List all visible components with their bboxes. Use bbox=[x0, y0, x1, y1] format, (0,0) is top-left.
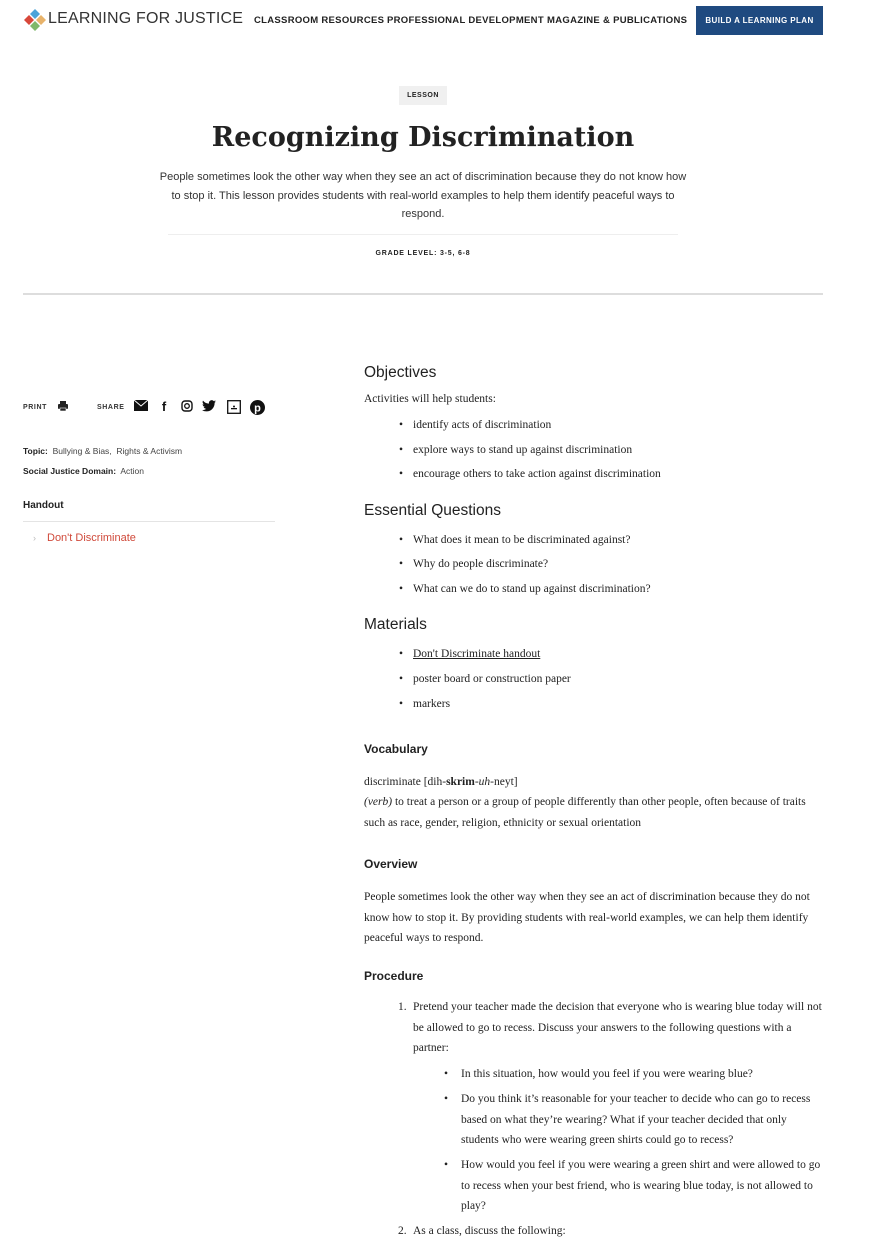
intro-text: People sometimes look the other way when they see an act of discrimination because they do not know how to stop it. This lesson provides students with real-world examples to help them identify peaceful ways to respond. bbox=[159, 171, 687, 220]
page-title: Recognizing Discrimination bbox=[211, 122, 635, 153]
chevron-right-icon: › bbox=[33, 533, 36, 543]
step-number: 2. bbox=[398, 1225, 407, 1237]
hero-divider bbox=[23, 293, 823, 295]
sub-list-item: • Do you think it’s reasonable for your teacher to decide who can go to recess based on what they’re wearing? What if your teacher decided that only students who were wearing green shirts could go to recess? bbox=[461, 1089, 826, 1151]
step-number: 1. bbox=[398, 1001, 407, 1013]
objectives-lead: Activities will help students: bbox=[364, 393, 496, 405]
google-classroom-icon[interactable] bbox=[227, 400, 241, 414]
pronunciation-stress: skrim bbox=[446, 776, 475, 788]
list-item: • Why do people discriminate? bbox=[413, 558, 548, 570]
nav-magazine-publications[interactable]: MAGAZINE & PUBLICATIONS bbox=[547, 15, 688, 26]
vocabulary-term bbox=[364, 772, 826, 793]
vocabulary-heading: Vocabulary bbox=[364, 742, 428, 756]
pronunciation: uh bbox=[478, 776, 491, 788]
handout-link[interactable]: Don't Discriminate bbox=[47, 532, 136, 544]
logo-text[interactable]: LEARNING FOR JUSTICE bbox=[48, 10, 244, 27]
part-of-speech: (verb) bbox=[364, 796, 393, 808]
sub-list-item: • In this situation, how would you feel if you were wearing blue? bbox=[461, 1064, 826, 1085]
list-item: • What can we do to stand up against discrimination? bbox=[413, 583, 651, 595]
objectives-heading: Objectives bbox=[364, 364, 437, 381]
vocabulary-definition bbox=[364, 792, 826, 833]
share-label: SHARE bbox=[97, 404, 125, 411]
build-learning-plan-button[interactable]: BUILD A LEARNING PLAN bbox=[696, 6, 823, 35]
overview-text: People sometimes look the other way when they see an act of discrimination because they do not know how to stop it. By providing students with real-world examples, we can help them identify peaceful ways to respond. bbox=[364, 891, 810, 944]
list-item: • What does it mean to be discriminated against? bbox=[413, 534, 630, 546]
pronunciation: - bbox=[474, 776, 479, 788]
nav-professional-development[interactable]: PROFESSIONAL DEVELOPMENT bbox=[387, 15, 544, 26]
divider bbox=[168, 234, 678, 235]
sub-list-item: • How would you feel if you were wearing a green shirt and were allowed to go to recess when your best friend, who is wearing blue today, is not allowed to play? bbox=[461, 1155, 826, 1217]
print-icon[interactable] bbox=[56, 400, 70, 414]
domain-label: Social Justice Domain: bbox=[23, 466, 117, 476]
twitter-icon[interactable] bbox=[202, 400, 216, 414]
facebook-icon[interactable]: f bbox=[161, 399, 167, 414]
handout-material-link[interactable]: • Don't Discriminate handout bbox=[413, 648, 540, 660]
handout-divider bbox=[23, 521, 275, 522]
topic-label: Topic: bbox=[23, 446, 48, 456]
nav-classroom-resources[interactable]: CLASSROOM RESOURCES bbox=[254, 15, 385, 26]
pronunciation: [dih- bbox=[423, 776, 447, 788]
svg-text:p: p bbox=[254, 402, 261, 415]
list-item: • poster board or construction paper bbox=[413, 673, 571, 685]
topic-link[interactable]: Rights & Activism bbox=[116, 446, 183, 456]
materials-heading: Materials bbox=[364, 616, 427, 633]
vocab-word: discriminate bbox=[364, 776, 421, 788]
procedure-step: As a class, discuss the following: bbox=[413, 1225, 566, 1237]
grade-label: GRADE LEVEL: bbox=[375, 250, 438, 257]
logo[interactable] bbox=[23, 8, 47, 32]
list-item: • encourage others to take action against discrimination bbox=[413, 468, 661, 480]
grade-level bbox=[0, 250, 846, 257]
list-item: • explore ways to stand up against discrimination bbox=[413, 444, 632, 456]
list-item: • identify acts of discrimination bbox=[413, 419, 551, 431]
pronunciation: -neyt] bbox=[490, 776, 518, 788]
handout-heading: Handout bbox=[23, 500, 64, 511]
overview-heading: Overview bbox=[364, 857, 418, 871]
definition-text: to treat a person or a group of people differently than other people, often because of traits such as race, gender, religion, ethnicity or sexual orientation bbox=[364, 796, 806, 829]
grade-value: 3-5, 6-8 bbox=[439, 250, 471, 257]
email-icon[interactable] bbox=[134, 400, 148, 414]
logo-icon bbox=[23, 8, 47, 32]
print-label: PRINT bbox=[23, 404, 47, 411]
list-item: • markers bbox=[413, 698, 450, 710]
domain-link[interactable]: Action bbox=[120, 466, 144, 476]
essential-questions-heading: Essential Questions bbox=[364, 502, 501, 519]
lesson-badge: LESSON bbox=[399, 86, 447, 105]
pinterest-icon[interactable] bbox=[250, 400, 264, 414]
domain-row bbox=[23, 466, 144, 476]
topic-row bbox=[23, 446, 182, 456]
procedure-step: Pretend your teacher made the decision that everyone who is wearing blue today will not be allowed to go to recess. Discuss your answers to the following questions with a partner: bbox=[413, 1001, 822, 1054]
topic-link[interactable]: Bullying & Bias, bbox=[52, 446, 112, 456]
procedure-heading: Procedure bbox=[364, 969, 424, 983]
instagram-icon[interactable] bbox=[180, 400, 194, 414]
